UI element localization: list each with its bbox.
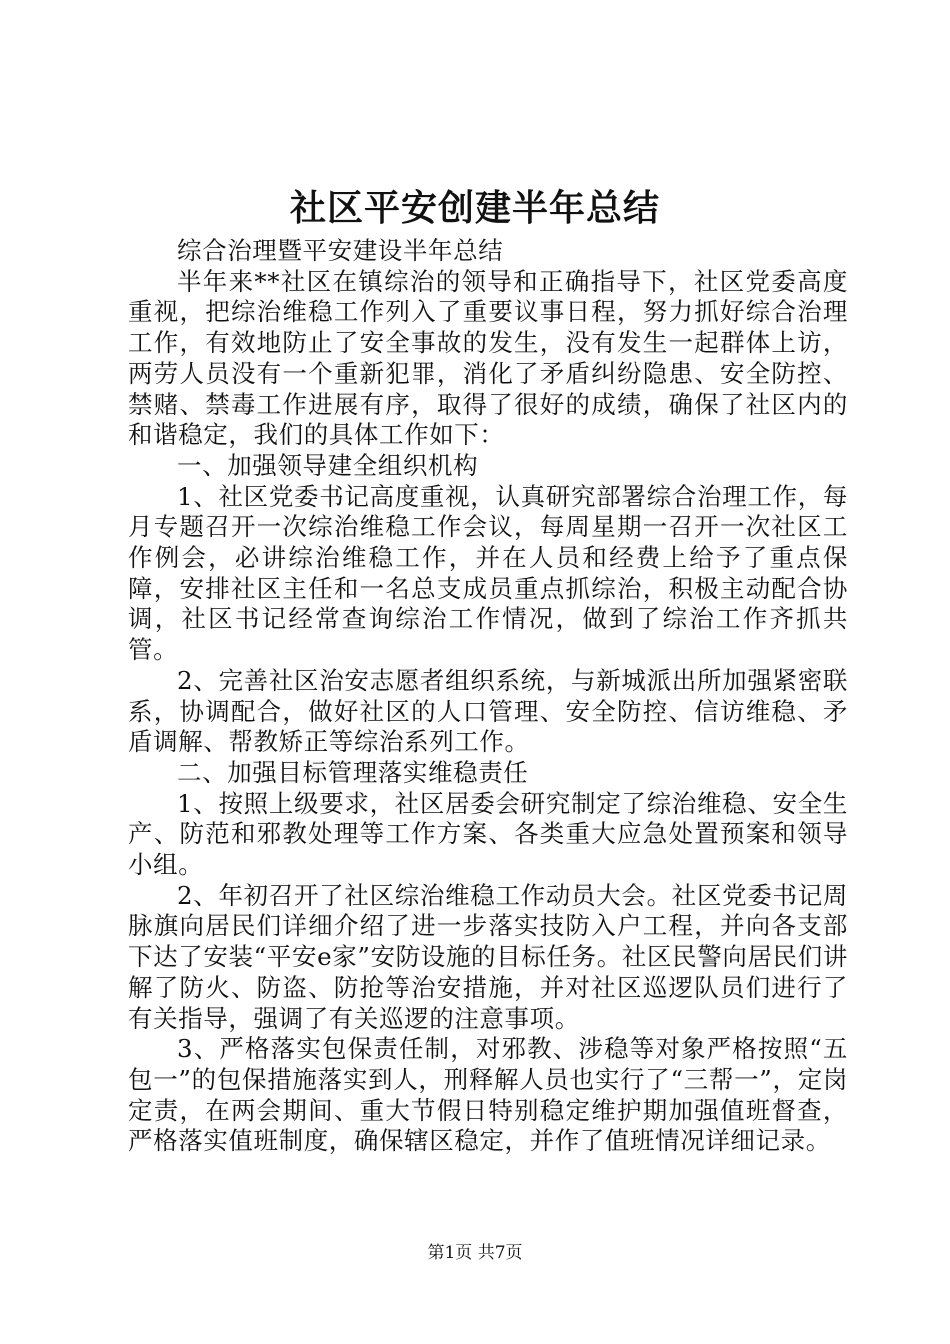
paragraph-subtitle: 综合治理暨平安建设半年总结 [177,236,504,265]
section-heading-2: 二、加强目标管理落实维稳责任 [177,757,529,787]
page-footer: 第1页 共7页 [427,1243,523,1263]
section-heading-1: 一、加强领导建全组织机构 [177,450,479,480]
paragraph-1-2: 2、完善社区治安志愿者组织系统，与新城派出所加强紧密联系，协调配合，做好社区的人口管理、安全防控、信访维稳、矛盾调解、帮教矫正等综治系列工作。 [128,665,848,757]
document-body [128,236,848,1157]
paragraph-1-1: 1、社区党委书记高度重视，认真研究部署综合治理工作，每月专题召开一次综治维稳工作会议，每周星期一召开一次社区工作例会，必讲综治维稳工作，并在人员和经费上给予了重点保障，安排社区主任和一名总支成员重点抓综治，积极主动配合协调，社区书记经常查询综治工作情况，做到了综治工作齐抓共管。 [128,481,848,665]
paragraph-2-3: 3、严格落实包保责任制，对邪教、涉稳等对象严格按照“五包一”的包保措施落实到人，刑释解人员也实行了“三帮一”，定岗定责，在两会期间、重大节假日特别稳定维护期加强值班督查，严格落实值班制度，确保辖区稳定，并作了值班情况详细记录。 [128,1034,848,1156]
paragraph-2-2: 2、年初召开了社区综治维稳工作动员大会。社区党委书记周脉旗向居民们详细介绍了进一步落实技防入户工程，并向各支部下达了安装“平安e家”安防设施的目标任务。社区民警向居民们讲解了防火、防盗、防抢等治安措施，并对社区巡逻队员们进行了有关指导，强调了有关巡逻的注意事项。 [128,880,848,1033]
paragraph-intro: 半年来**社区在镇综治的领导和正确指导下，社区党委高度重视，把综治维稳工作列入了重要议事日程，努力抓好综合治理工作，有效地防止了安全事故的发生，没有发生一起群体上访，两劳人员没有一个重新犯罪，消化了矛盾纠纷隐患、安全防控、禁赌、禁毒工作进展有序，取得了很好的成绩，确保了社区内的和谐稳定，我们的具体工作如下： [128,266,848,450]
document-title: 社区平安创建半年总结 [289,187,660,229]
paragraph-2-1: 1、按照上级要求，社区居委会研究制定了综治维稳、安全生产、防范和邪教处理等工作方案、各类重大应急处置预案和领导小组。 [128,788,848,880]
